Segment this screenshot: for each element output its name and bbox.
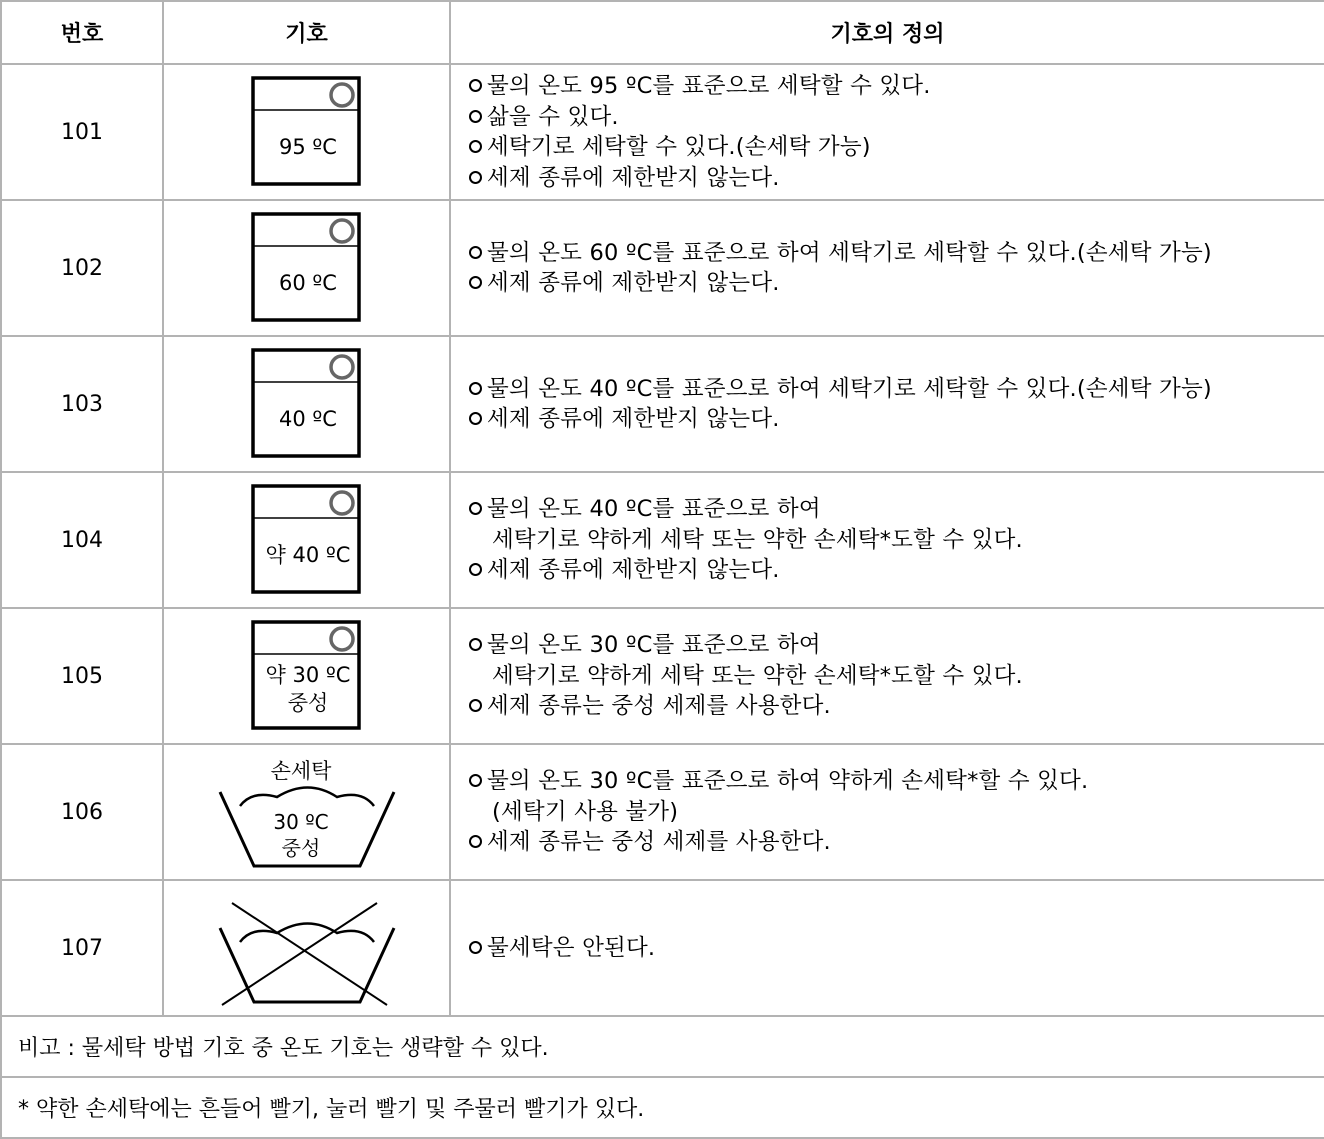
washer-body-shape: [253, 486, 359, 592]
row-number: 104: [1, 472, 163, 608]
symbol-row: [1, 200, 1324, 336]
symbol-row: [1, 336, 1324, 472]
row-number: 102: [1, 200, 163, 336]
temperature-label: 약 40 ºC: [265, 543, 350, 567]
symbol-cell: [163, 64, 450, 200]
symbol-cell: [163, 336, 450, 472]
bullet-circle-icon: [469, 835, 482, 848]
machine-wash-icon: [251, 76, 363, 188]
definition-line: [469, 132, 1324, 163]
washer-body-shape: [253, 214, 359, 320]
bullet-circle-icon: [469, 638, 482, 651]
bullet-circle-icon: [469, 246, 482, 259]
definition-line: [469, 933, 1324, 964]
washer-dial-shape: [331, 628, 353, 650]
definition-text: 세제 종류에 제한받지 않는다.: [487, 270, 780, 296]
temperature-label: 40 ºC: [278, 407, 337, 431]
row-number: 107: [1, 880, 163, 1016]
definition-text: 세탁기로 약하게 세탁 또는 약한 손세탁*도할 수 있다.: [492, 662, 1023, 689]
water-wave-shape: [240, 924, 374, 943]
cross-line: [222, 903, 377, 1005]
hand-wash-icon: [212, 752, 402, 872]
machine-wash-icon: [251, 348, 363, 460]
definition-text: 세제 종류에 제한받지 않는다.: [487, 557, 780, 584]
definition-line: [469, 525, 1324, 556]
definition-cell: [450, 472, 1324, 608]
definition-cell: [450, 336, 1324, 472]
definition-cell: [450, 200, 1324, 336]
header-symbol: 기호: [163, 1, 450, 64]
temperature-label: 약 30 ºC: [265, 663, 350, 687]
washer-dial-shape: [331, 356, 353, 378]
temperature-label: 60 ºC: [278, 271, 337, 295]
bullet-circle-icon: [469, 110, 482, 123]
row-number: 105: [1, 608, 163, 744]
basin-shape: [220, 928, 394, 1002]
bullet-circle-icon: [469, 412, 482, 425]
bullet-circle-icon: [469, 382, 482, 395]
definition-text: 세제 종류에 제한받지 않는다.: [487, 164, 780, 191]
definition-cell: [450, 608, 1324, 744]
symbol-row: [1, 880, 1324, 1016]
definition-line: [469, 374, 1324, 405]
washer-dial-shape: [331, 492, 353, 514]
definition-text: 물의 온도 95 ºC를 표준으로 세탁할 수 있다.: [487, 73, 931, 99]
definition-line: [469, 555, 1324, 586]
header-row: [1, 1, 1324, 64]
water-wave-shape: [240, 788, 374, 807]
bullet-circle-icon: [469, 502, 482, 515]
footnote: * 약한 손세탁에는 흔들어 빨기, 눌러 빨기 및 주물러 빨기가 있다.: [1, 1077, 1324, 1138]
symbol-row: [1, 744, 1324, 880]
symbol-cell: [163, 200, 450, 336]
bullet-circle-icon: [469, 563, 482, 576]
definition-line: [469, 766, 1324, 797]
machine-wash-icon: [251, 484, 363, 596]
definition-text: 물의 온도 40 ºC를 표준으로 하여: [487, 496, 821, 523]
do-not-wash-icon: [212, 888, 402, 1008]
definition-text: 세탁기로 약하게 세탁 또는 약한 손세탁*도할 수 있다.: [492, 526, 1023, 553]
definition-text: 세제 종류에 제한받지 않는다.: [487, 406, 780, 432]
washer-dial-shape: [331, 220, 353, 242]
symbol-cell: [163, 472, 450, 608]
definition-text: 물세탁은 안된다.: [487, 934, 656, 961]
temperature-label: 30 ºC: [272, 810, 329, 834]
definition-text: 물의 온도 30 ºC를 표준으로 하여 약하게 손세탁*할 수 있다.: [487, 768, 1089, 795]
washer-body-shape: [253, 78, 359, 184]
detergent-label: 중성: [281, 836, 320, 860]
definition-cell: [450, 64, 1324, 200]
bullet-circle-icon: [469, 79, 482, 92]
definition-text: 삶을 수 있다.: [487, 103, 619, 130]
definition-line: [469, 163, 1324, 194]
definition-text: (세탁기 사용 불가): [492, 798, 679, 825]
definition-cell: [450, 744, 1324, 880]
bullet-circle-icon: [469, 171, 482, 184]
cross-line: [232, 903, 387, 1005]
symbol-row: [1, 472, 1324, 608]
definition-text: 물의 온도 60 ºC를 표준으로 하여 세탁기로 세탁할 수 있다.(손세탁 가능): [487, 239, 1212, 266]
definition-line: [469, 404, 1324, 435]
row-number: 106: [1, 744, 163, 880]
definition-text: 물의 온도 40 ºC를 표준으로 하여 세탁기로 세탁할 수 있다.(손세탁 가능): [487, 375, 1212, 402]
row-number: 103: [1, 336, 163, 472]
bullet-circle-icon: [469, 774, 482, 787]
header-definition: 기호의 정의: [450, 1, 1324, 64]
definition-line: [469, 630, 1324, 661]
note-row: [1, 1016, 1324, 1077]
header-number: 번호: [1, 1, 163, 64]
bullet-circle-icon: [469, 276, 482, 289]
symbol-cell: [163, 744, 450, 880]
bullet-circle-icon: [469, 140, 482, 153]
definition-line: [469, 494, 1324, 525]
symbol-row: [1, 608, 1324, 744]
definition-line: [469, 71, 1324, 102]
definition-line: [469, 797, 1324, 828]
row-number: 101: [1, 64, 163, 200]
definition-line: [469, 661, 1324, 692]
washer-dial-shape: [331, 84, 353, 106]
washer-body-shape: [253, 350, 359, 456]
bullet-circle-icon: [469, 699, 482, 712]
definition-cell: [450, 880, 1324, 1016]
symbol-cell: [163, 880, 450, 1016]
definition-line: [469, 238, 1324, 269]
definition-text: 세제 종류는 중성 세제를 사용한다.: [487, 829, 831, 856]
definition-line: [469, 827, 1324, 858]
symbol-cell: [163, 608, 450, 744]
definition-line: [469, 102, 1324, 133]
definition-line: [469, 691, 1324, 722]
remark-note: 비고 : 물세탁 방법 기호 중 온도 기호는 생략할 수 있다.: [1, 1016, 1324, 1077]
definition-text: 세탁기로 세탁할 수 있다.(손세탁 가능): [487, 134, 871, 160]
definition-line: [469, 268, 1324, 299]
temperature-label: 95 ºC: [278, 135, 337, 159]
bullet-circle-icon: [469, 941, 482, 954]
machine-wash-icon: [251, 212, 363, 324]
definition-text: 물의 온도 30 ºC를 표준으로 하여: [487, 632, 821, 659]
note-row: [1, 1077, 1324, 1138]
hand-wash-label: 손세탁: [270, 759, 331, 783]
symbol-row: [1, 64, 1324, 200]
definition-text: 세제 종류는 중성 세제를 사용한다.: [487, 693, 831, 720]
detergent-label: 중성: [287, 691, 328, 715]
machine-wash-icon: [251, 620, 363, 732]
